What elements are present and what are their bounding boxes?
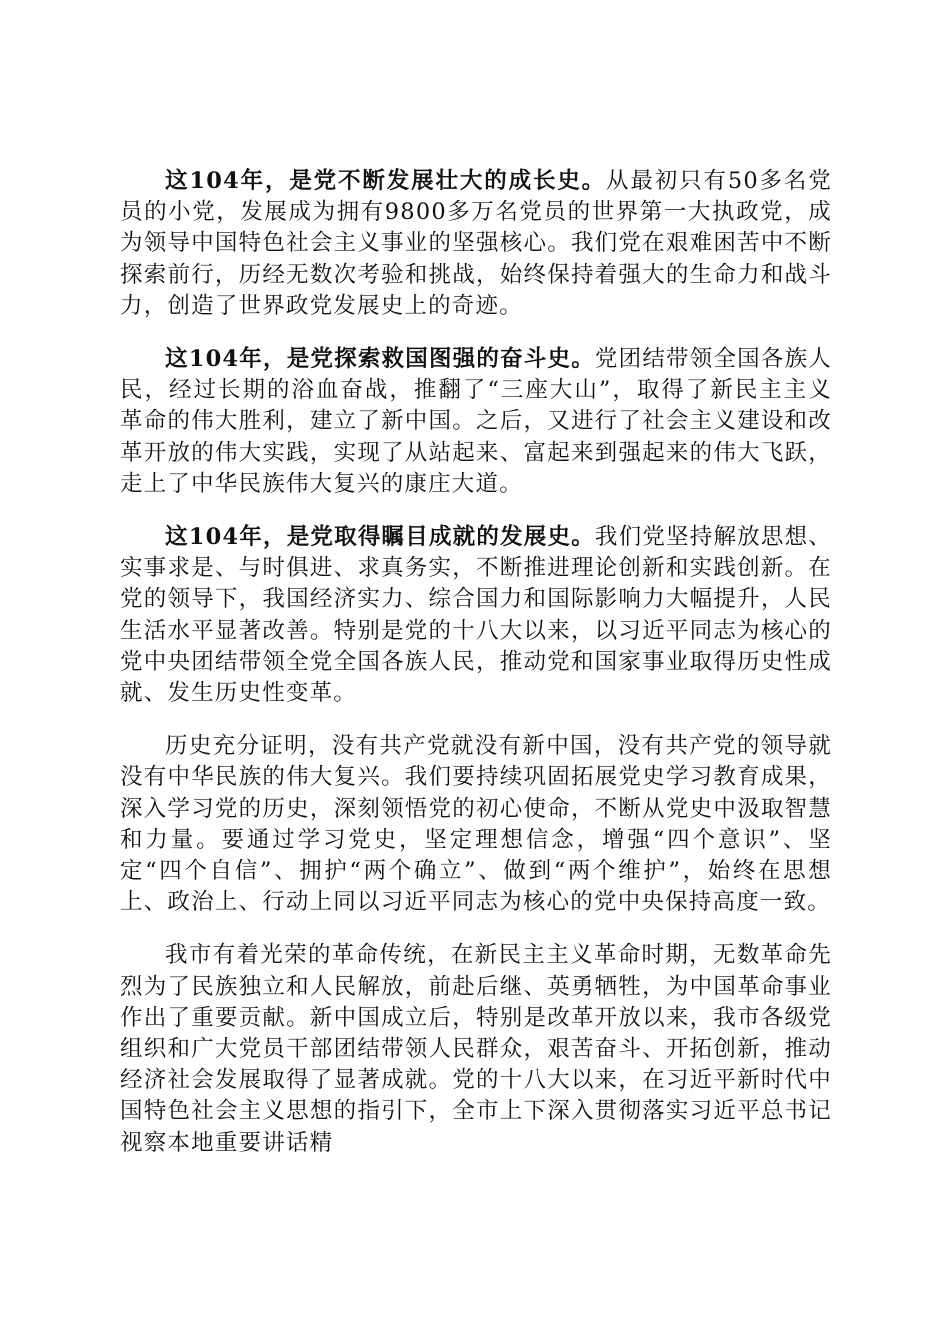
paragraph-body: 我们党坚持解放思想、实事求是、与时俱进、求真务实，不断推进理论创新和实践创新。在党的领导下，我国经济实力、综合国力和国际影响力大幅提升，人民生活水平显著改善。特别是党的十八大以来，以习近平同志为核心的党中央团结带领全党全国各族人民，推动党和国家事业取得历史性成就、发生历史性变革。 <box>120 524 832 707</box>
paragraph-struggle-history <box>120 344 832 500</box>
paragraph-city-tradition <box>120 940 832 1158</box>
paragraph-growth-history <box>120 166 832 322</box>
document-page <box>120 166 832 1181</box>
paragraph-lead: 这104年，是党取得瞩目成就的发展史。 <box>165 524 595 551</box>
paragraph-lead: 这104年，是党不断发展壮大的成长史。 <box>165 168 607 194</box>
paragraph-body: 我市有着光荣的革命传统，在新民主主义革命时期，无数革命先烈为了民族独立和人民解放，前赴后继、英勇牺牲，为中国革命事业作出了重要贡献。新中国成立后，特别是改革开放以来，我市各级党组织和广大党员干部团结带领人民群众，艰苦奋斗、开拓创新，推动经济社会发展取得了显著成就。党的十八大以来，在习近平新时代中国特色社会主义思想的指引下，全市上下深入贯彻落实习近平总书记视察本地重要讲话精 <box>120 942 832 1156</box>
paragraph-body: 历史充分证明，没有共产党就没有新中国，没有共产党的领导就没有中华民族的伟大复兴。我们要持续巩固拓展党史学习教育成果，深入学习党的历史，深刻领悟党的初心使命，不断从党史中汲取智慧和力量。要通过学习党史，坚定理想信念，增强“四个意识”、坚定“四个自信”、拥护“两个确立”、做到“两个维护”，始终在思想上、政治上、行动上同以习近平同志为核心的党中央保持高度一致。 <box>120 733 832 916</box>
paragraph-body: 从最初只有50多名党员的小党，发展成为拥有9800多万名党员的世界第一大执政党，成为领导中国特色社会主义事业的坚强核心。我们党在艰难困苦中不断探索前行，历经无数次考验和挑战，始终保持着强大的生命力和战斗力，创造了世界政党发展史上的奇迹。 <box>120 168 832 319</box>
paragraph-achievement-history <box>120 522 832 709</box>
paragraph-lead: 这104年，是党探索救国图强的奋斗史。 <box>165 346 595 373</box>
paragraph-body: 党团结带领全国各族人民，经过长期的浴血奋战，推翻了“三座大山”，取得了新民主主义革命的伟大胜利，建立了新中国。之后，又进行了社会主义建设和改革开放的伟大实践，实现了从站起来、富起来到强起来的伟大飞跃，走上了中华民族伟大复兴的康庄大道。 <box>120 346 832 497</box>
paragraph-history-proves <box>120 731 832 918</box>
